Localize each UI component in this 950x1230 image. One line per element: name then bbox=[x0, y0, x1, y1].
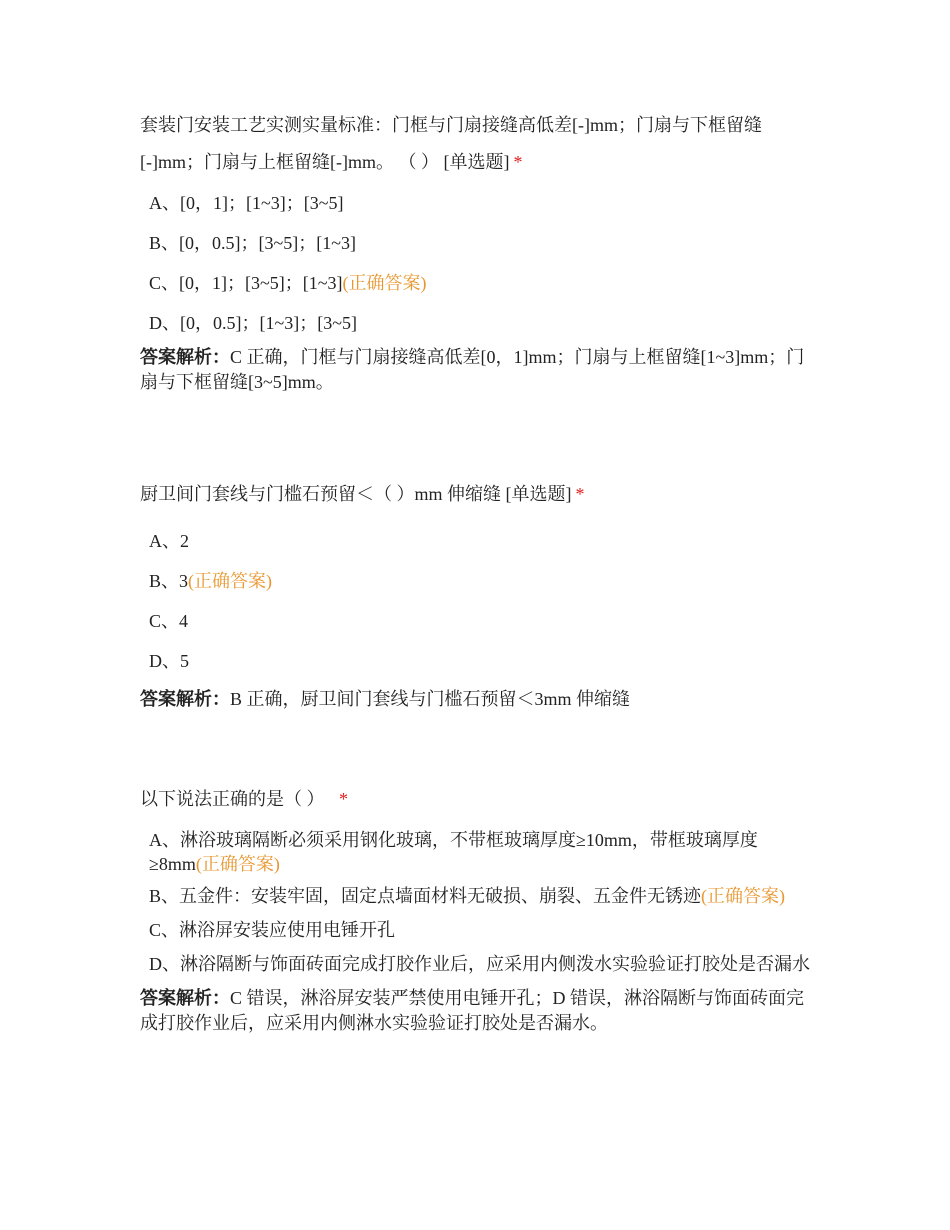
required-mark: * bbox=[575, 484, 585, 504]
option-text: C、[0，1]；[3~5]；[1~3] bbox=[149, 273, 343, 293]
option-text: C、淋浴屏安装应使用电锤开孔 bbox=[149, 920, 396, 940]
correct-answer-tag: (正确答案) bbox=[195, 854, 280, 874]
analysis-label: 答案解析： bbox=[140, 988, 230, 1008]
question-title bbox=[140, 107, 812, 181]
question-3 bbox=[140, 781, 812, 1036]
option-b bbox=[140, 561, 812, 601]
required-mark: * bbox=[513, 152, 523, 172]
option-a bbox=[140, 183, 812, 223]
question-type-tag: [单选题] bbox=[443, 152, 510, 172]
question-text: 套装门安装工艺实测实量标准：门框与门扇接缝高低差[-]mm；门扇与下框留缝[-]mm；门扇与上框留缝[-]mm。 （ ） bbox=[140, 115, 762, 172]
option-b bbox=[140, 223, 812, 263]
option-list bbox=[140, 521, 812, 681]
option-text: A、淋浴玻璃隔断必须采用钢化玻璃，不带框玻璃厚度≥10mm，带框玻璃厚度≥8mm bbox=[149, 830, 758, 874]
option-text: A、[0，1]；[1~3]；[3~5] bbox=[149, 193, 344, 213]
option-text: B、五金件：安装牢固，固定点墙面材料无破损、崩裂、五金件无锈迹 bbox=[149, 886, 702, 906]
option-text: C、4 bbox=[149, 611, 189, 631]
question-2 bbox=[140, 476, 812, 712]
analysis-text: B 正确，厨卫间门套线与门槛石预留＜3mm 伸缩缝 bbox=[230, 689, 631, 709]
option-list bbox=[140, 824, 812, 980]
option-c bbox=[140, 912, 812, 948]
correct-answer-tag: (正确答案) bbox=[188, 571, 273, 591]
option-c bbox=[140, 601, 812, 641]
analysis-label: 答案解析： bbox=[140, 689, 230, 709]
option-text: D、5 bbox=[149, 651, 189, 671]
option-d bbox=[140, 948, 812, 980]
correct-answer-tag: (正确答案) bbox=[342, 273, 427, 293]
option-text: D、[0，0.5]；[1~3]；[3~5] bbox=[149, 313, 357, 333]
question-text: 厨卫间门套线与门槛石预留＜（ ）mm 伸缩缝 bbox=[140, 484, 502, 504]
option-b bbox=[140, 880, 812, 912]
question-1 bbox=[140, 107, 812, 395]
option-c bbox=[140, 263, 812, 303]
analysis-label: 答案解析： bbox=[140, 347, 230, 367]
option-text: A、2 bbox=[149, 531, 189, 551]
answer-analysis bbox=[140, 986, 812, 1036]
question-title bbox=[140, 476, 812, 513]
analysis-text: C 错误，淋浴屏安装严禁使用电锤开孔；D 错误，淋浴隔断与饰面砖面完成打胶作业后，应采用内侧淋水实验验证打胶处是否漏水。 bbox=[140, 988, 805, 1033]
question-title bbox=[140, 781, 812, 818]
question-type-tag: [单选题] bbox=[505, 484, 572, 504]
answer-analysis bbox=[140, 345, 812, 395]
option-text: B、3 bbox=[149, 571, 189, 591]
option-text: D、淋浴隔断与饰面砖面完成打胶作业后，应采用内侧泼水实验验证打胶处是否漏水 bbox=[149, 954, 810, 974]
option-text: B、[0，0.5]；[3~5]；[1~3] bbox=[149, 233, 356, 253]
option-d bbox=[140, 303, 812, 343]
option-a bbox=[140, 824, 812, 880]
answer-analysis bbox=[140, 687, 812, 712]
question-text: 以下说法正确的是（ ） bbox=[140, 789, 325, 809]
option-a bbox=[140, 521, 812, 561]
option-d bbox=[140, 641, 812, 681]
analysis-text: C 正确，门框与门扇接缝高低差[0，1]mm；门扇与上框留缝[1~3]mm；门扇与下框留缝[3~5]mm。 bbox=[140, 347, 805, 392]
option-list bbox=[140, 183, 812, 343]
required-mark: * bbox=[339, 789, 348, 809]
correct-answer-tag: (正确答案) bbox=[701, 886, 786, 906]
